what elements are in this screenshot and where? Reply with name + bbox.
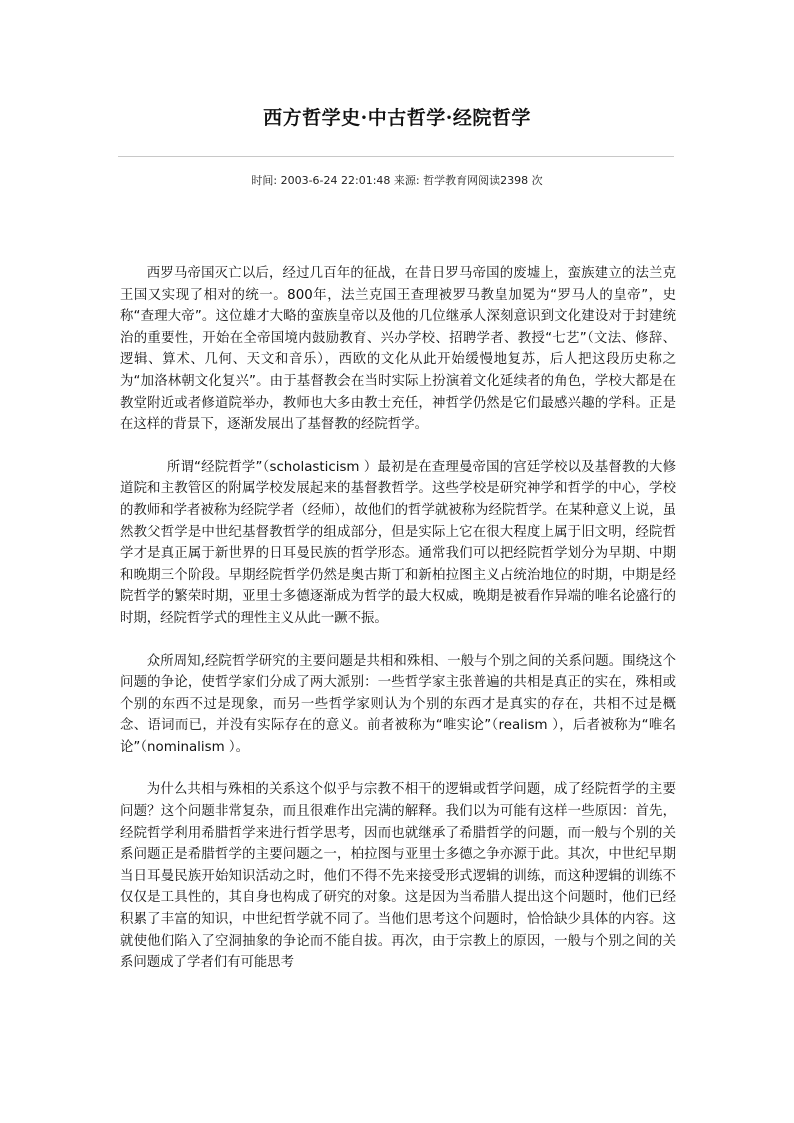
article-title: 西方哲学史·中古哲学·经院哲学 bbox=[263, 107, 531, 129]
reads-unit: 次 bbox=[531, 174, 543, 187]
source-value: 哲学教育网 bbox=[423, 174, 479, 187]
paragraph-1: 西罗马帝国灭亡以后，经过几百年的征战，在昔日罗马帝国的废墟上，蛮族建立的法兰克王国又实现了相对的统一。800年，法兰克国王查理被罗马教皇加冕为“罗马人的皇帝”，史称“查理大帝”。这位雄才大略的蛮族皇帝以及他的几位继承人深刻意识到文化建设对于封建统治的重要性，开始在全帝国境内鼓励教育、兴办学校、招聘学者、教授“七艺”（文法、修辞、逻辑、算术、几何、天文和音乐），西欧的文化从此开始缓慢地复苏，后人把这段历史称之为“加洛林朝文化复兴”。由于基督教会在当时实际上扮演着文化延续者的角色，学校大都是在教堂附近或者修道院举办，教师也大多由教士充任，神哲学仍然是它们最感兴趣的学科。正是在这样的背景下，逐渐发展出了基督教的经院哲学。 bbox=[120, 266, 676, 433]
time-value: 2003-6-24 22:01:48 bbox=[280, 174, 391, 187]
paragraph-2: 所谓“经院哲学”（scholasticism ）最初是在查理曼帝国的宫廷学校以及基督教的大修道院和主教管区的附属学校发展起来的基督教哲学。这些学校是研究神学和哲学的中心，学校的教师和学者被称为经院学者（经师），故他们的哲学就被称为经院哲学。在某种意义上说，虽然教父哲学是中世纪基督教哲学的组成部分，但是实际上它在很大程度上属于旧文明，经院哲学才是真正属于新世界的日耳曼民族的哲学形态。通常我们可以把经院哲学划分为早期、中期和晚期三个阶段。早期经院哲学仍然是奥古斯丁和新柏拉图主义占统治地位的时期，中期是经院哲学的繁荣时期，亚里士多德逐渐成为哲学的最大权威，晚期是被看作异端的唯名论盛行的时期，经院哲学式的理性主义从此一蹶不振。 bbox=[120, 459, 676, 626]
article-body bbox=[120, 263, 676, 995]
paragraph-3: 众所周知,经院哲学研究的主要问题是共相和殊相、一般与个别之间的关系问题。围绕这个问题的争论，使哲学家们分成了两大派别：一些哲学家主张普遍的共相是真正的实在，殊相或个别的东西不过是现象，而另一些哲学家则认为个别的东西才是真实的存在，共相不过是概念、语词而已，并没有实际存在的意义。前者被称为“唯实论”（realism ），后者被称为“唯名论”（nominalism ）。 bbox=[120, 653, 676, 755]
article-meta bbox=[0, 172, 794, 190]
paragraph-4: 为什么共相与殊相的关系这个似乎与宗教不相干的逻辑或哲学问题，成了经院哲学的主要问题？这个问题非常复杂，而且很难作出完满的解释。我们以为可能有这样一些原因：首先，经院哲学利用希腊哲学来进行哲学思考，因而也就继承了希腊哲学的问题，而一般与个别的关系问题正是希腊哲学的主要问题之一，柏拉图与亚里士多德之争亦源于此。其次，中世纪早期当日耳曼民族开始知识活动之时，他们不得不先来接受形式逻辑的训练，而这种逻辑的训练不仅仅是工具性的，其自身也构成了研究的对象。这是因为当希腊人提出这个问题时，他们已经积累了丰富的知识，中世纪哲学就不同了。当他们思考这个问题时，恰恰缺少具体的内容。这就使他们陷入了空洞抽象的争论而不能自拔。再次，由于宗教上的原因，一般与个别之间的关系问题成了学者们有可能思考 bbox=[120, 782, 676, 971]
source-label: 来源: bbox=[393, 174, 420, 187]
title-divider bbox=[118, 156, 674, 157]
time-label: 时间: bbox=[251, 174, 278, 187]
reads-count: 2398 bbox=[500, 174, 529, 187]
reads-label: 阅读 bbox=[478, 174, 501, 187]
